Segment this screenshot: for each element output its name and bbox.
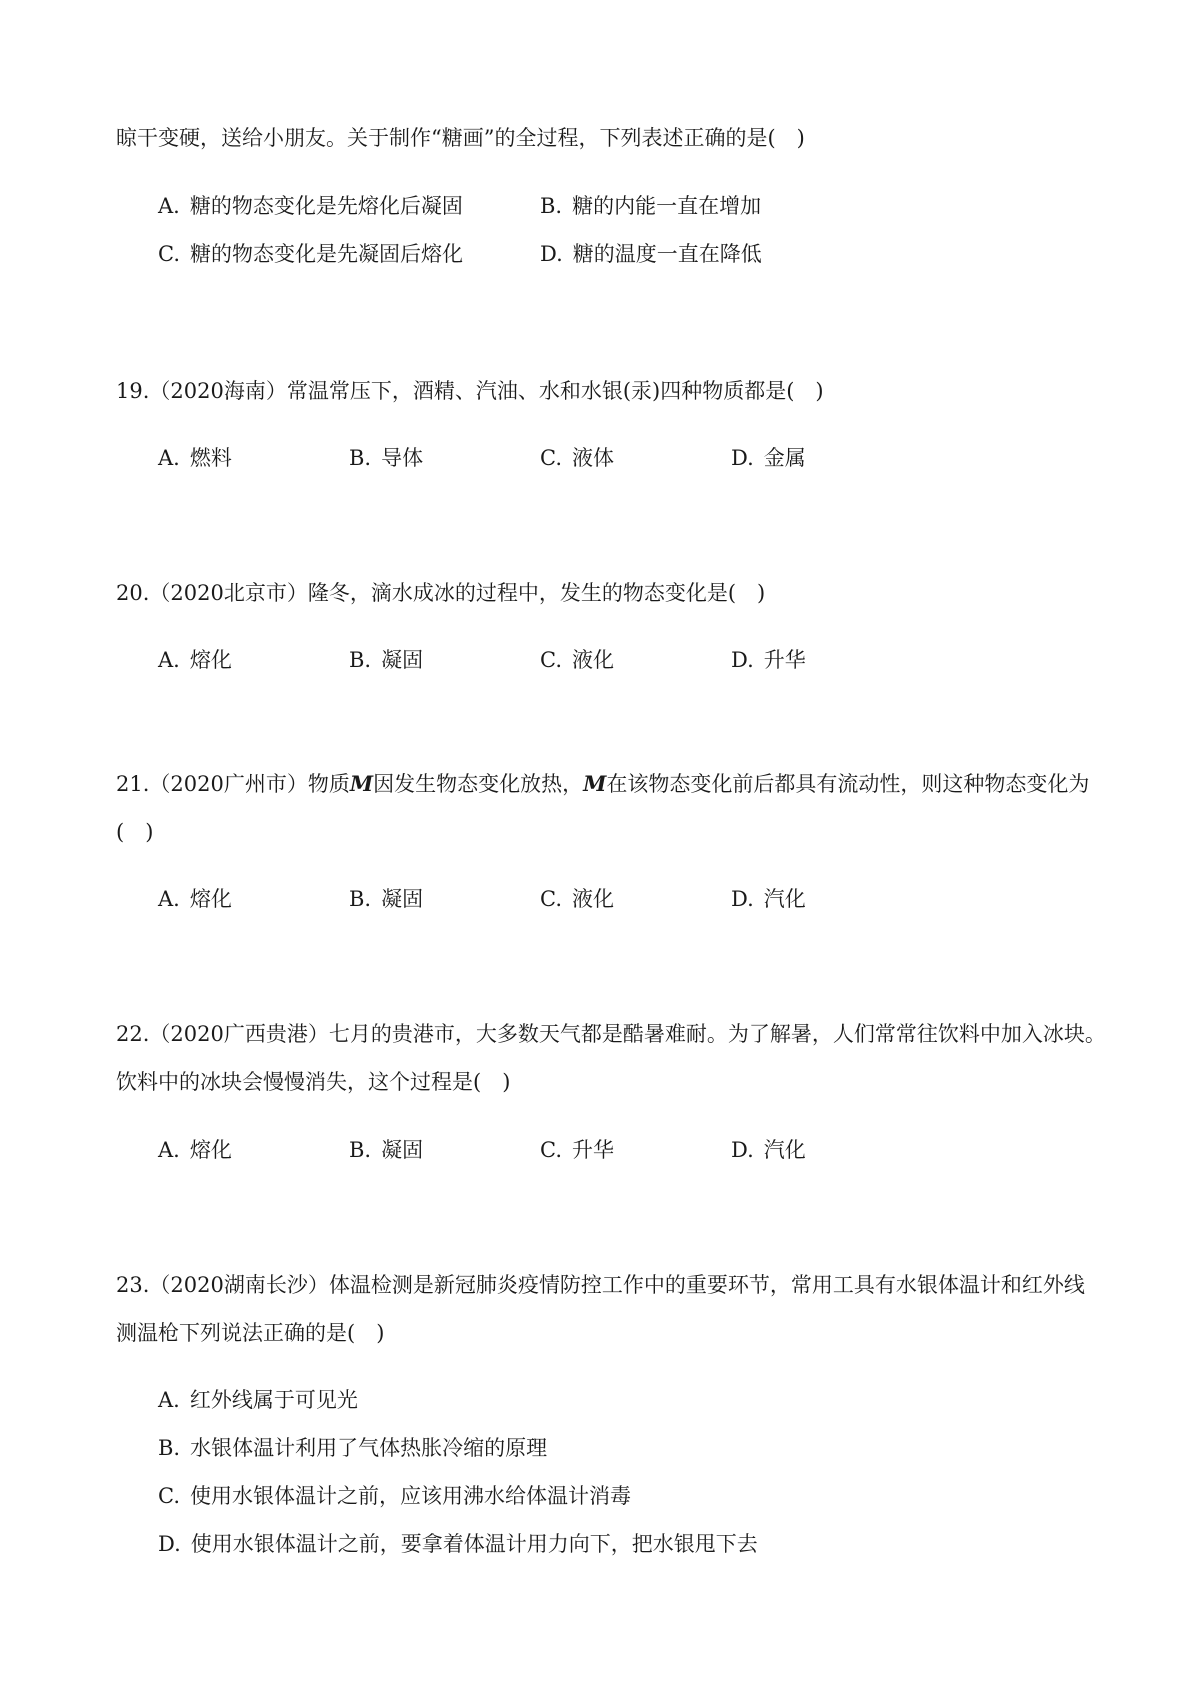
option-letter: D.	[540, 242, 563, 266]
option-letter: B.	[349, 1138, 372, 1162]
q19-option-d	[731, 443, 806, 473]
q18-stem-tail: 晾干变硬，送给小朋友。关于制作“糖画”的全过程，下列表述正确的是( )	[116, 126, 805, 150]
q23-option-d	[158, 1529, 758, 1559]
option-letter: B.	[158, 1436, 181, 1460]
option-text: 升华	[572, 1138, 614, 1162]
option-letter: B.	[349, 648, 372, 672]
option-letter: C.	[158, 1484, 180, 1508]
q21-stem-part2: 因发生物态变化放热，	[373, 772, 584, 796]
q23-option-a	[158, 1385, 358, 1415]
option-text: 凝固	[381, 648, 424, 672]
option-text: 熔化	[189, 887, 232, 911]
option-text: 红外线属于可见光	[189, 1388, 358, 1412]
q20-option-a	[158, 645, 232, 675]
q21-stem-line1	[116, 769, 1089, 799]
option-text: 升华	[763, 648, 806, 672]
option-text: 水银体温计利用了气体热胀冷缩的原理	[190, 1436, 548, 1460]
option-text: 糖的内能一直在增加	[572, 194, 762, 218]
option-letter: A.	[158, 446, 180, 470]
option-text: 金属	[763, 446, 806, 470]
option-letter: C.	[540, 887, 562, 911]
q19-option-a	[158, 443, 232, 473]
option-letter: B.	[349, 446, 372, 470]
option-text: 凝固	[381, 887, 424, 911]
q19-stem: 19.（2020海南）常温常压下，酒精、汽油、水和水银(汞)四种物质都是( )	[116, 379, 824, 403]
option-letter: D.	[731, 1138, 754, 1162]
option-letter: B.	[349, 887, 372, 911]
q22-option-c	[540, 1135, 614, 1165]
q22-option-d	[731, 1135, 806, 1165]
option-letter: D.	[158, 1532, 181, 1556]
q23-option-c	[158, 1481, 631, 1511]
q18-option-b	[540, 191, 761, 221]
q21-stem-line2: ( )	[116, 820, 154, 844]
option-text: 燃料	[189, 446, 232, 470]
q23-stem-line1: 23.（2020湖南长沙）体温检测是新冠肺炎疫情防控工作中的重要环节，常用工具有水银体温计和红外线	[116, 1273, 1085, 1297]
q19-option-b	[349, 443, 423, 473]
option-text: 使用水银体温计之前，要拿着体温计用力向下，把水银甩下去	[190, 1532, 758, 1556]
option-text: 糖的物态变化是先熔化后凝固	[189, 194, 463, 218]
option-letter: A.	[158, 194, 180, 218]
q21-variable-m: M	[349, 771, 374, 796]
q18-option-c	[158, 239, 463, 269]
option-letter: B.	[540, 194, 563, 218]
q23-stem-line2: 测温枪下列说法正确的是( )	[116, 1321, 385, 1345]
q21-stem-part3: 在该物态变化前后都具有流动性，则这种物态变化为	[606, 772, 1090, 796]
option-letter: A.	[158, 648, 180, 672]
q21-option-c	[540, 884, 614, 914]
option-text: 汽化	[763, 887, 806, 911]
q22-option-b	[349, 1135, 423, 1165]
option-text: 液体	[572, 446, 614, 470]
q22-stem-line1: 22.（2020广西贵港）七月的贵港市，大多数天气都是酷暑难耐。为了解暑，人们常常往饮料中加入冰块。	[116, 1022, 1106, 1046]
q23-option-b	[158, 1433, 547, 1463]
q18-option-a	[158, 191, 463, 221]
option-letter: C.	[540, 446, 562, 470]
option-letter: D.	[731, 887, 754, 911]
q21-stem-part1: 21.（2020广州市）物质	[116, 772, 350, 796]
option-text: 导体	[381, 446, 424, 470]
option-text: 使用水银体温计之前，应该用沸水给体温计消毒	[190, 1484, 631, 1508]
option-text: 糖的物态变化是先凝固后熔化	[190, 242, 463, 266]
option-text: 凝固	[381, 1138, 424, 1162]
option-text: 汽化	[763, 1138, 806, 1162]
q20-option-c	[540, 645, 614, 675]
option-text: 液化	[572, 648, 614, 672]
q20-option-b	[349, 645, 423, 675]
option-text: 熔化	[189, 1138, 232, 1162]
q18-option-d	[540, 239, 762, 269]
option-letter: C.	[158, 242, 180, 266]
option-letter: D.	[731, 648, 754, 672]
q22-stem-line2: 饮料中的冰块会慢慢消失，这个过程是( )	[116, 1070, 511, 1094]
q21-option-b	[349, 884, 423, 914]
option-letter: A.	[158, 887, 180, 911]
option-text: 熔化	[189, 648, 232, 672]
option-letter: A.	[158, 1388, 180, 1412]
option-text: 液化	[572, 887, 614, 911]
option-letter: A.	[158, 1138, 180, 1162]
q21-option-a	[158, 884, 232, 914]
option-letter: D.	[731, 446, 754, 470]
q19-option-c	[540, 443, 614, 473]
q21-option-d	[731, 884, 806, 914]
option-letter: C.	[540, 1138, 562, 1162]
q21-variable-m: M	[583, 771, 607, 796]
q20-option-d	[731, 645, 806, 675]
q20-stem: 20.（2020北京市）隆冬，滴水成冰的过程中，发生的物态变化是( )	[116, 581, 766, 605]
option-text: 糖的温度一直在降低	[572, 242, 762, 266]
option-letter: C.	[540, 648, 562, 672]
q22-option-a	[158, 1135, 232, 1165]
